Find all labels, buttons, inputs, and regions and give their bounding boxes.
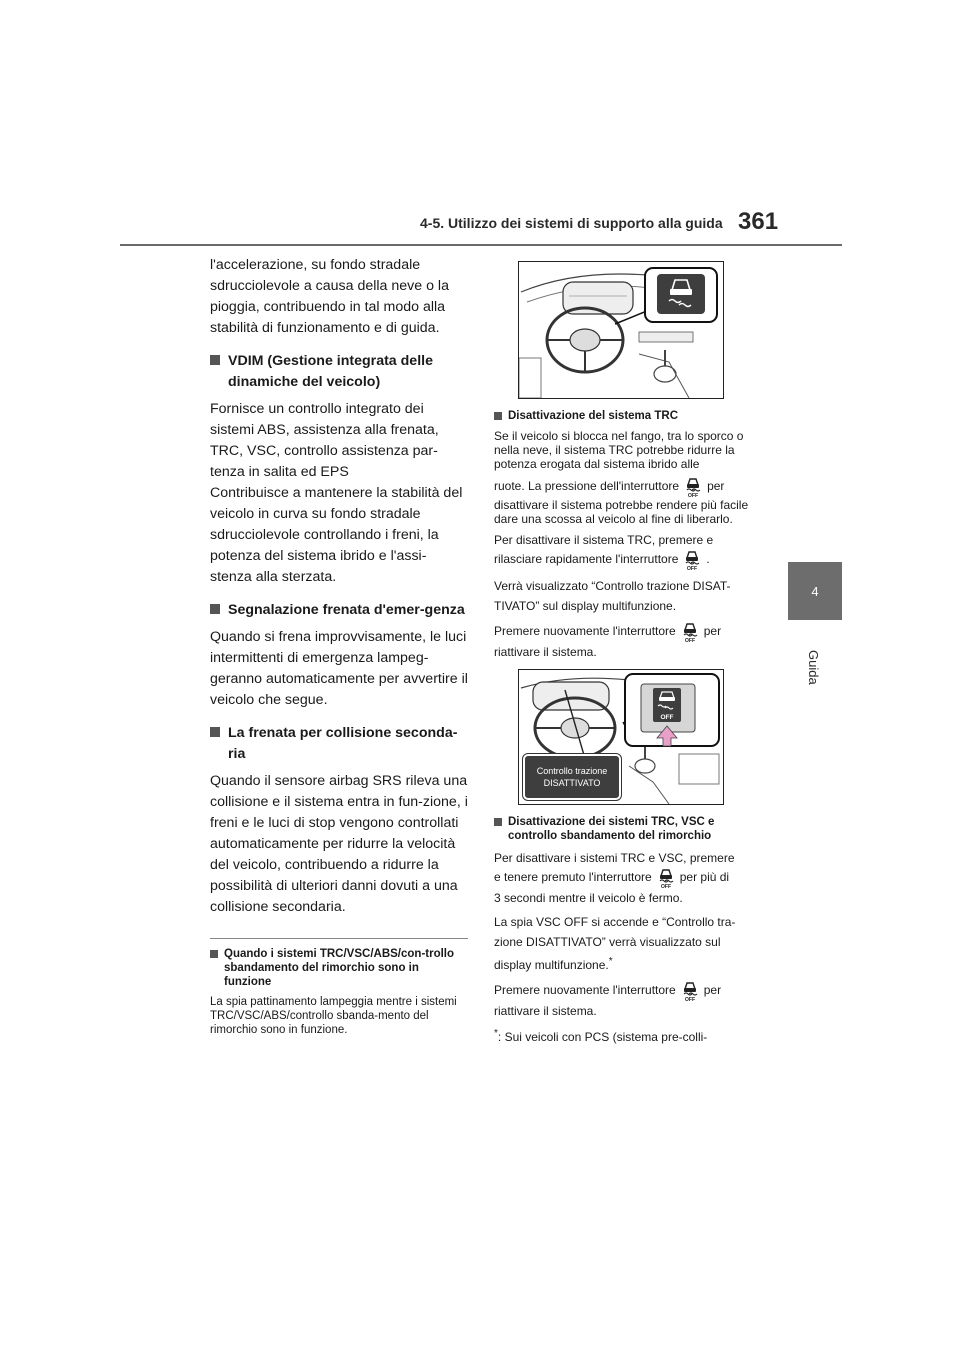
vsc-text-1b: e tenere premuto l'interruttore [494,870,652,885]
left-column [210,255,468,1045]
intro-paragraph: l'accelerazione, su fondo stradale sdrucciolevole a causa della neve o la pioggia, contribuendo in tal modo alla stabilità di funzionamento e di guida. [210,257,449,336]
square-bullet-icon [210,355,220,365]
footnote-marker: * [608,956,613,967]
footnote-mark: * [494,1028,498,1039]
square-bullet-icon [210,727,220,737]
esig-paragraph: Quando si frena improvvisamente, le luci intermittenti di emergenza lampeg-geranno automaticamente per avvertire il veicolo che segue. [210,629,468,708]
note-paragraph: La spia pattinamento lampeggia mentre i sistemi TRC/VSC/ABS/controllo sbanda-mento del rimorchio sono in funzione. [210,996,457,1036]
square-bullet-icon [210,604,220,614]
vsc-off-switch-icon [656,867,676,889]
scb-heading-text: La frenata per collisione seconda-ria [228,725,458,762]
fig-switch-off-text: OFF [660,714,674,721]
vsc-paragraph-2 [494,912,756,975]
trc-text-4b: per [703,624,722,639]
vsc-text-3a: Premere nuovamente l'interruttore [494,983,676,998]
trc-heading-text: Disattivazione del sistema TRC [508,410,678,422]
trc-text-2b: rilasciare rapidamente l'interruttore [494,552,679,567]
vsc-paragraph-1b [494,867,756,889]
trc-paragraph-2b [494,549,756,571]
esig-heading [210,600,468,621]
square-bullet-icon [494,818,502,826]
vdim-heading-text: VDIM (Gestione integrata delle dinamiche del veicolo) [228,353,433,390]
trc-text-1b: ruote. La pressione dell'interruttore [494,479,680,494]
vsc-paragraph-3c: riattivare il sistema. [494,1004,597,1018]
vsc-heading [494,815,756,843]
right-column [494,255,756,1051]
scb-heading [210,723,468,765]
vdim-heading [210,351,468,393]
note-heading [210,947,468,989]
vdim-paragraph-2: Contribuisce a mantenere la stabilità del veicolo in curva su fondo stradale sdrucciolevole controllando i freni, la potenza del sistema ibrido e l'assi-stenza alla sterzata. [210,485,463,585]
trc-paragraph-1d: disattivare il sistema potrebbe rendere più facile dare una scossa al veicolo al fine di liberarlo. [494,498,749,526]
vsc-text-3b: per [703,983,722,998]
vsc-paragraph-1a: Per disattivare i sistemi TRC e VSC, premere [494,851,735,865]
vsc-off-switch-icon [683,476,703,498]
vsc-text-2: La spia VSC OFF si accende e “Controllo tra-zione DISATTIVATO” verrà visualizzato sul display multifunzione. [494,915,736,972]
trc-heading [494,409,756,423]
scb-paragraph: Quando il sensore airbag SRS rileva una collisione e il sistema entra in fun-zione, i freni e le luci di stop vengono controllati automaticamente per ridurre la velocità del veicolo, contribuendo a ridurre la possibilità di ulteriori danni dovuti a una collisione secondaria. [210,773,468,915]
footnote [494,1025,756,1046]
note-divider [210,938,468,939]
vsc-off-switch-icon [682,549,702,571]
trc-text-2c: . [706,552,710,567]
square-bullet-icon [494,412,502,420]
footnote-text: : Sui veicoli con PCS (sistema pre-colli- [497,1030,708,1044]
vsc-paragraph-1d: 3 secondi mentre il veicolo è fermo. [494,891,683,905]
chapter-name: Guida [806,650,821,685]
section-title: 4-5. Utilizzo dei sistemi di supporto alla guida [420,215,723,231]
trc-text-4a: Premere nuovamente l'interruttore [494,624,676,639]
dashboard-illustration [518,261,724,399]
chapter-tab [788,562,842,620]
trc-paragraph-2a: Per disattivare il sistema TRC, premere e [494,533,714,547]
fig-label-line-1: Controllo trazione [536,766,608,776]
vsc-off-switch-icon [680,621,700,643]
fig-label-line-2: DISATTIVATO [543,778,601,788]
note-heading-text: Quando i sistemi TRC/VSC/ABS/con-trollo sbandamento del rimorchio sono in funzione [224,948,455,988]
trc-paragraph-3: Verrà visualizzato “Controllo trazione DISAT-TIVATO” sul display multifunzione. [494,579,731,613]
vsc-text-1c: per più di [679,870,730,885]
trc-text-1c: per [707,479,725,494]
traction-off-display-label [523,754,621,800]
vsc-heading-text: Disattivazione dei sistemi TRC, VSC e controllo sbandamento del rimorchio [508,816,715,842]
trc-paragraph-1a: Se il veicolo si blocca nel fango, tra lo sporco o nella neve, il sistema TRC potrebbe ridurre la potenza erogata dal sistema ibrido alle [494,429,744,471]
vsc-off-switch-icon [680,980,700,1002]
header-rule [120,244,842,246]
trc-paragraph-4 [494,621,756,643]
vdim-paragraph-1: Fornisce un controllo integrato dei sistemi ABS, assistenza alla frenata, TRC, VSC, controllo assistenza par-tenza in salita ed EPS [210,401,439,480]
trc-paragraph-1b [494,476,756,498]
chapter-number: 4 [811,583,819,599]
traction-off-illustration [518,669,724,805]
trc-paragraph-4c: riattivare il sistema. [494,645,597,659]
square-bullet-icon [210,950,218,958]
page-number: 361 [738,208,779,235]
esig-heading-text: Segnalazione frenata d'emer-genza [228,602,465,618]
vsc-paragraph-3 [494,980,756,1002]
